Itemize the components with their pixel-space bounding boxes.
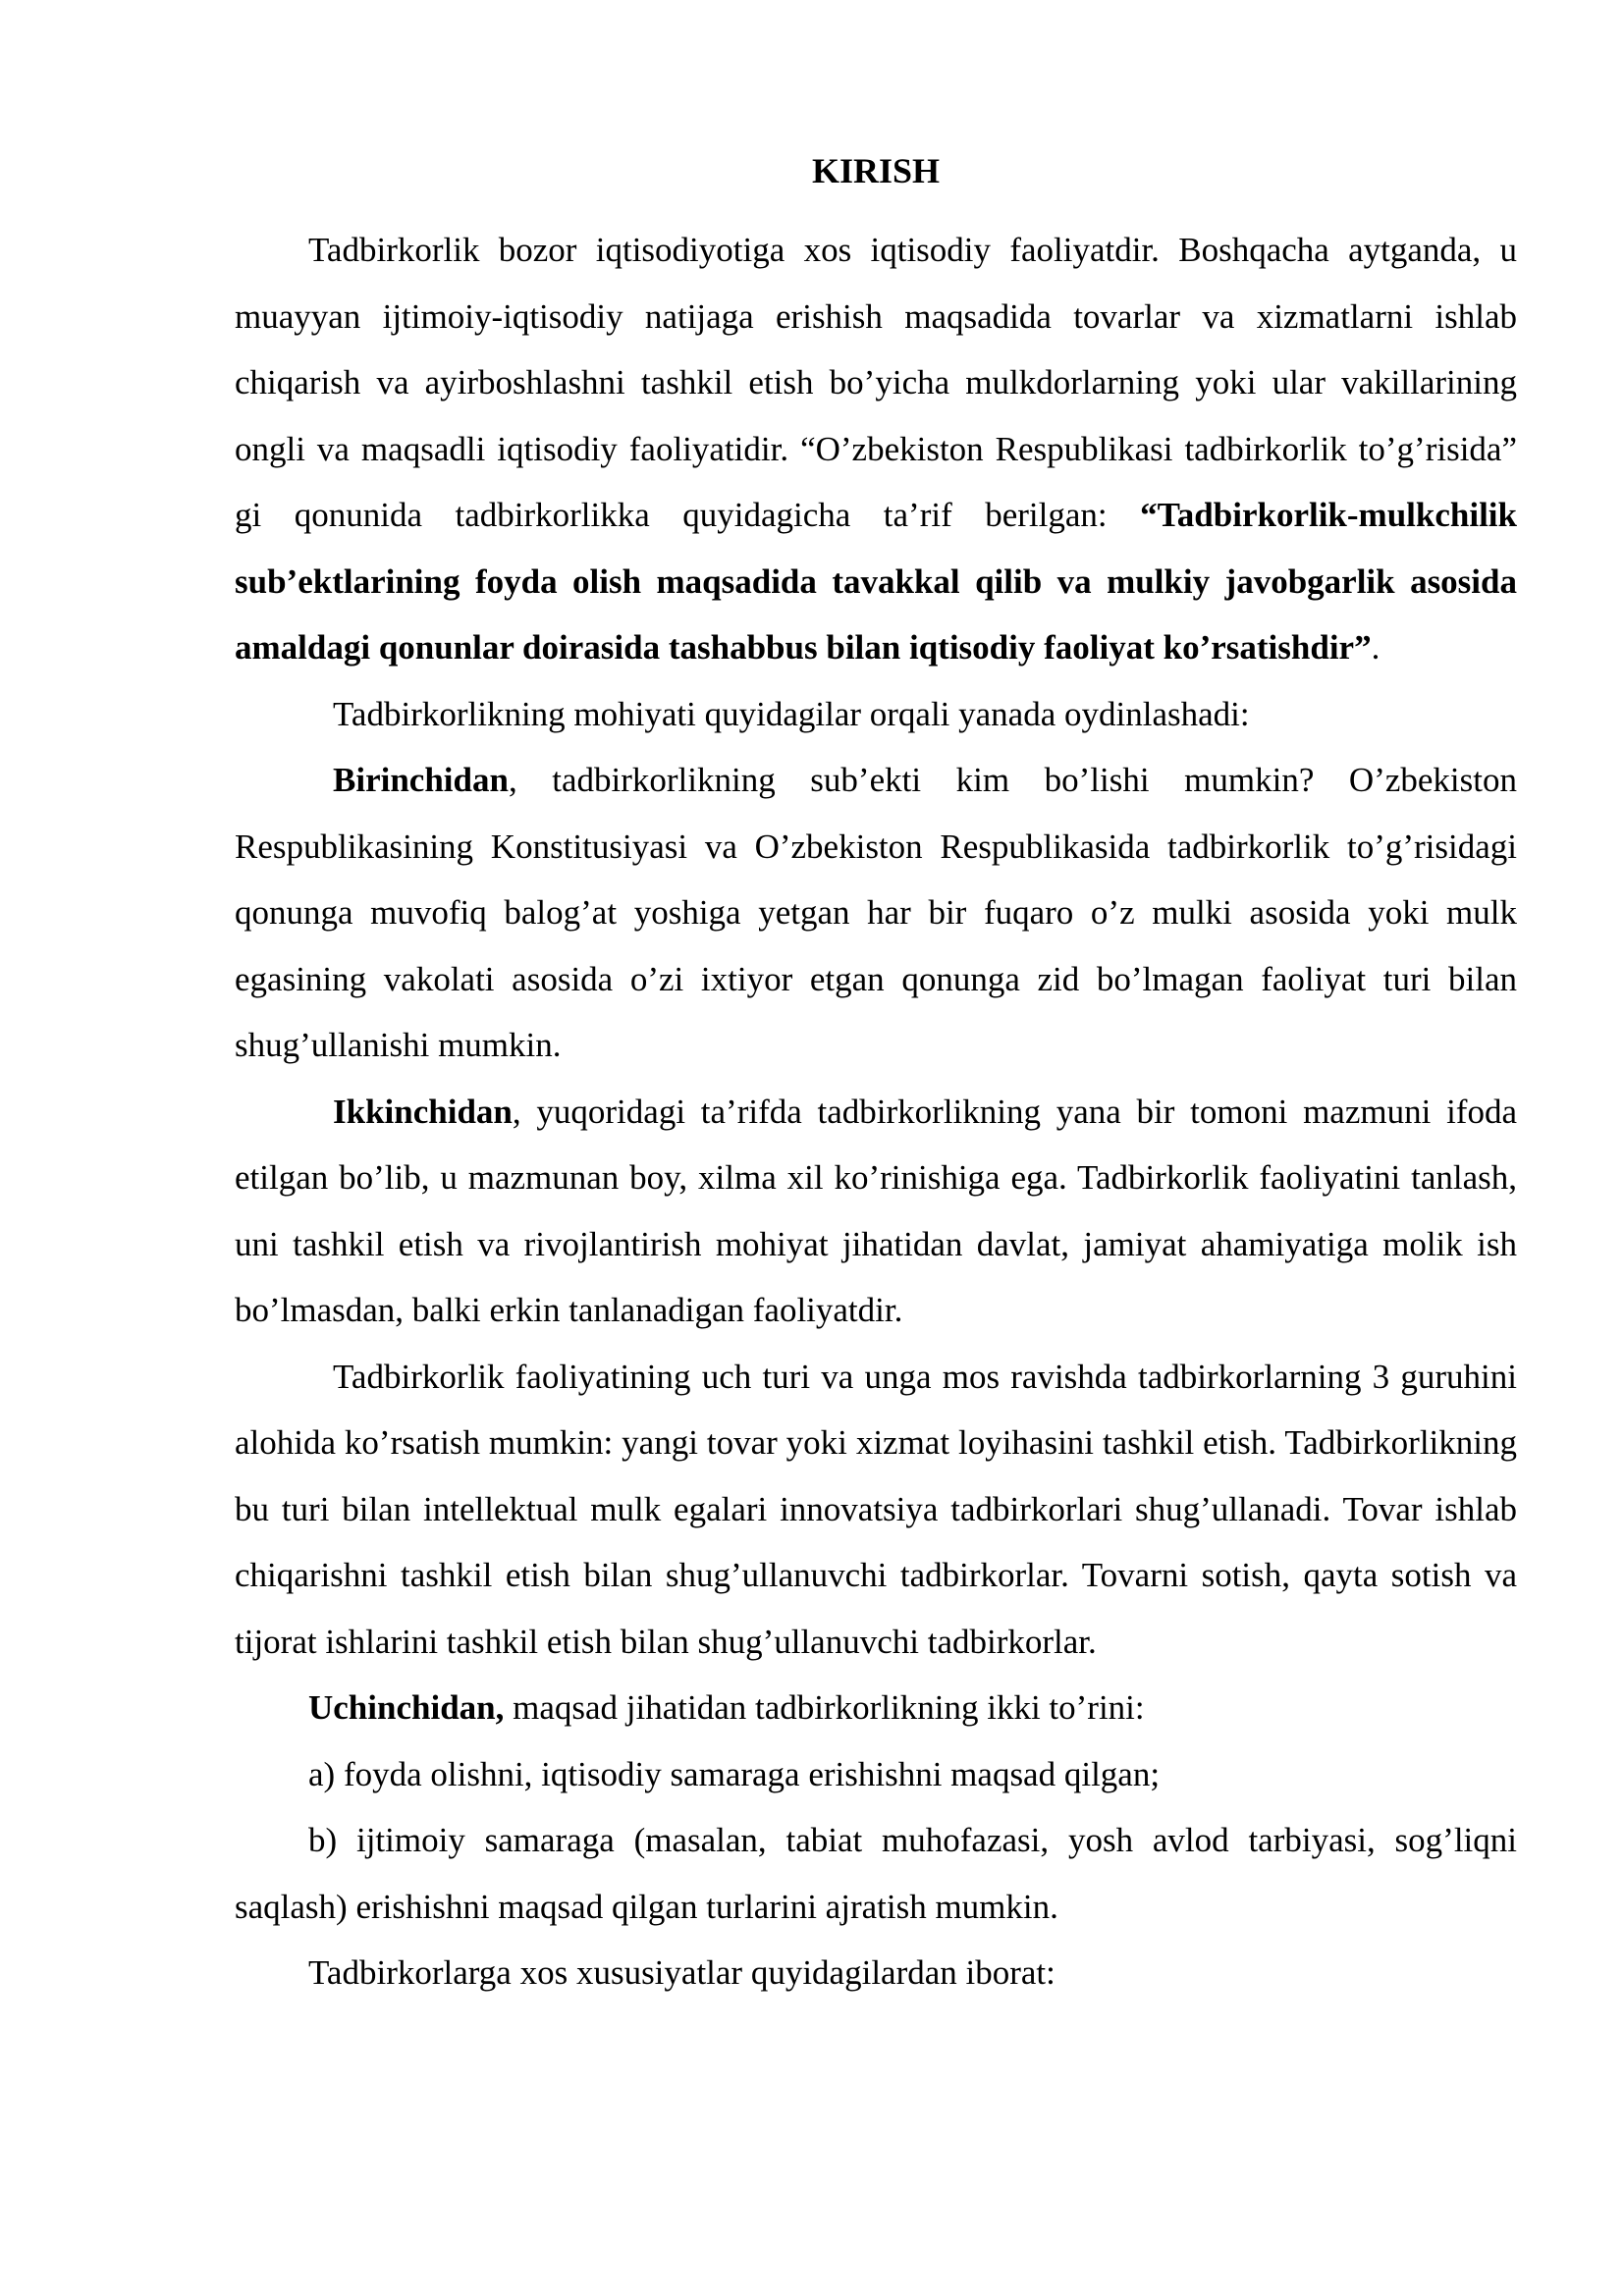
bold-lead-second: Ikkinchidan	[333, 1092, 513, 1131]
page-title: KIRISH	[811, 151, 941, 190]
paragraph-three-types: Tadbirkorlik faoliyatining uch turi va unga mos ravishda tadbirkorlarning 3 guruhini alohida ko’rsatish mumkin: yangi tovar yoki xizmat loyihasini tashkil etish. Tadbirkorlikning bu turi bilan intellektual mulk egalari innovatsiya tadbirkorlari shug’ullanadi. Tovar ishlab chiqarishni tashkil etish bilan shug’ullanuvchi tadbirkorlar. Tovarni sotish, qayta sotish va tijorat ishlarini tashkil etish bilan shug’ullanuvchi tadbirkorlar.	[235, 1357, 1517, 1661]
bold-lead-first: Birinchidan	[333, 761, 509, 799]
list-item-a: a) foyda olishni, iqtisodiy samaraga erishishni maqsad qilgan;	[308, 1754, 1161, 1793]
bold-definition-quote: “Tadbirkorlik-mulkchilik sub’ektlarining foyda olish maqsadida tavakkal qilib va mulkiy javobgarlik asosida amaldagi qonunlar doirasida tashabbus bilan iqtisodiy faoliyat ko’rsatishdir”	[235, 496, 1517, 667]
paragraph-third	[235, 1675, 1517, 1741]
paragraph-text: maqsad jihatidan tadbirkorlikning ikki to’rini:	[504, 1688, 1145, 1727]
paragraph-essence: Tadbirkorlikning mohiyati quyidagilar orqali yanada oydinlashadi:	[333, 694, 1250, 733]
list-item-b: b) ijtimoiy samaraga (masalan, tabiat muhofazasi, yosh avlod tarbiyasi, sog’liqni saqlash) erishishni maqsad qilgan turlarini ajratish mumkin.	[235, 1821, 1517, 1926]
document-page	[235, 147, 1517, 2006]
paragraph-text: , tadbirkorlikning sub’ekti kim bo’lishi mumkin? O’zbekiston Respublikasining Konstitusiyasi va O’zbekiston Respublikasida tadbirkorlik to’g’risidagi qonunga muvofiq balog’at yoshiga yetgan har bir fuqaro o’z mulki asosida yoki mulk egasining vakolati asosida o’zi ixtiyor etgan qonunga zid bo’lmagan faoliyat turi bilan shug’ullanishi mumkin.	[235, 761, 1517, 1064]
paragraph-definition	[235, 217, 1517, 681]
paragraph-second	[235, 1079, 1517, 1344]
paragraph-text: .	[1371, 628, 1380, 667]
paragraph-first	[235, 747, 1517, 1079]
paragraph-text: , yuqoridagi ta’rifda tadbirkorlikning yana bir tomoni mazmuni ifoda etilgan bo’lib, u mazmunan boy, xilma xil ko’rinishiga ega. Tadbirkorlik faoliyatini tanlash, uni tashkil etish va rivojlantirish mohiyat jihatidan davlat, jamiyat ahamiyatiga molik ish bo’lmasdan, balki erkin tanlanadigan faoliyatdir.	[235, 1092, 1517, 1329]
paragraph-text: Tadbirkorlik bozor iqtisodiyotiga xos iqtisodiy faoliyatdir. Boshqacha aytganda, u muayyan ijtimoiy-iqtisodiy natijaga erishish maqsadida tovarlar va xizmatlarni ishlab chiqarish va ayirboshlashni tashkil etish bo’yicha mulkdorlarning yoki ular vakillarining ongli va maqsadli iqtisodiy faoliyatidir. “O’zbekiston Respublikasi tadbirkorlik to’g’risida” gi qonunida tadbirkorlikka quyidagicha ta’rif berilgan:	[235, 231, 1517, 534]
bold-lead-third: Uchinchidan,	[308, 1688, 505, 1727]
paragraph-features: Tadbirkorlarga xos xususiyatlar quyidagilardan iborat:	[308, 1953, 1056, 1992]
